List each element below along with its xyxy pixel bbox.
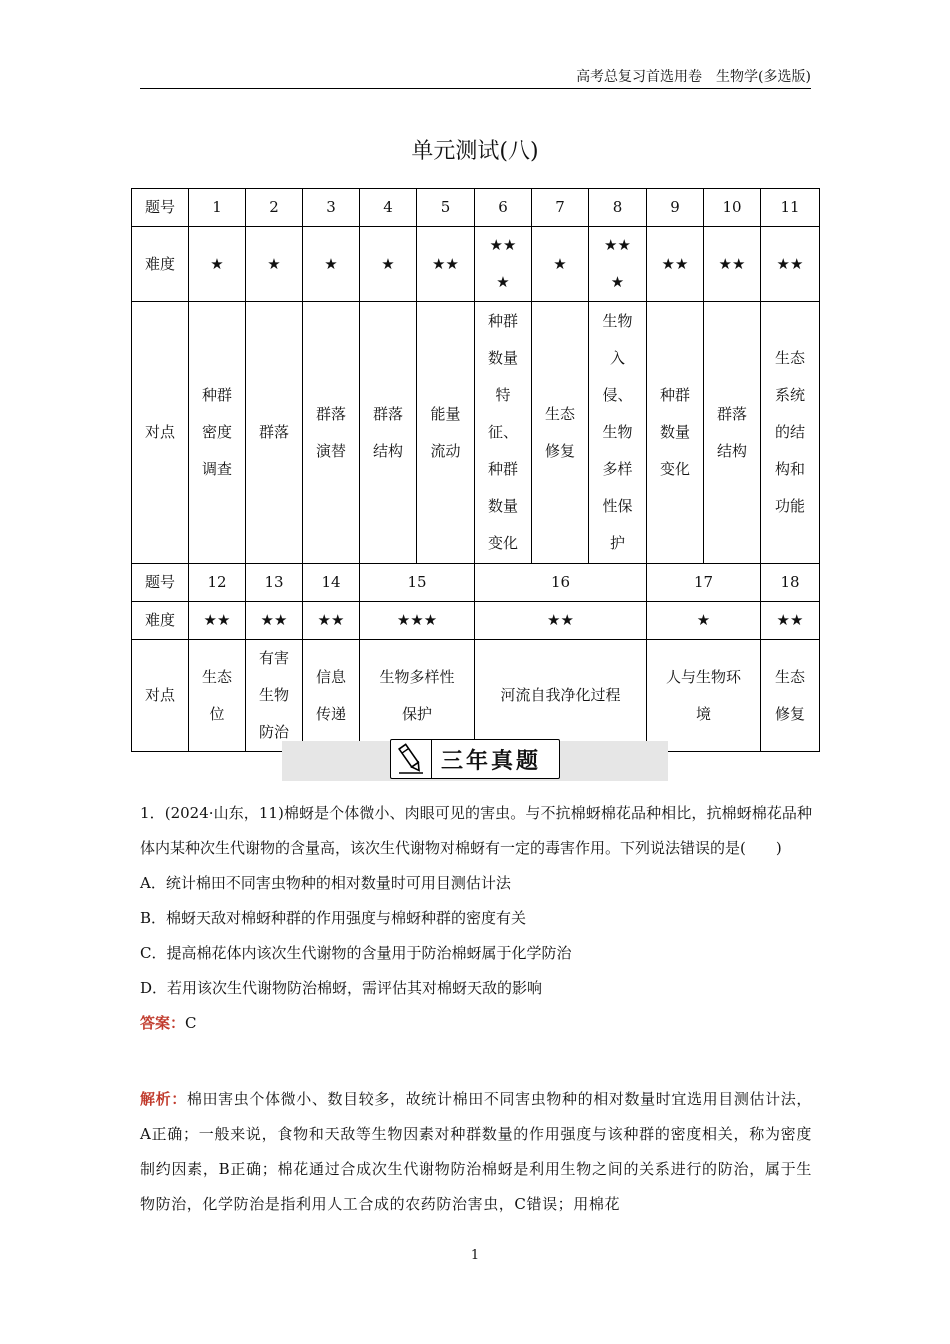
cell-num: 12 [189, 564, 246, 602]
answer-label: 答案： [140, 1014, 186, 1032]
question-stem: 1．(2024·山东，11)棉蚜是个体微小、肉眼可见的害虫。与不抗棉蚜棉花品种相比，抗棉蚜棉花品种体内某种次生代谢物的含量高，该次生代谢物对棉蚜有一定的毒害作用。下列说法错误的是( ) [140, 804, 812, 857]
cell-num: 8 [589, 189, 647, 227]
cell-num: 4 [360, 189, 417, 227]
row-label-num: 题号 [132, 189, 189, 227]
pencil-icon [391, 740, 432, 778]
question-block [140, 796, 812, 1041]
cell-topic: 群落 结构 [704, 302, 761, 564]
cell-stars: ★★ [647, 227, 704, 302]
cell-topic: 生态 修复 [532, 302, 589, 564]
page-title: 单元测试(八) [411, 139, 539, 164]
cell-stars: ★ [360, 227, 417, 302]
cell-topic: 有害 生物 防治 [246, 640, 303, 752]
cell-num: 11 [761, 189, 820, 227]
cell-topic: 群落 结构 [360, 302, 417, 564]
cell-stars: ★★ [761, 227, 820, 302]
cell-num: 2 [246, 189, 303, 227]
row-label-topic: 对点 [132, 640, 189, 752]
cell-stars: ★★★ [360, 602, 475, 640]
cell-stars: ★★ ★ [589, 227, 647, 302]
cell-stars: ★★ [246, 602, 303, 640]
cell-topic: 群落 [246, 302, 303, 564]
cell-topic: 种群 密度 调查 [189, 302, 246, 564]
row-label-topic: 对点 [132, 302, 189, 564]
option-b: B．棉蚜天敌对棉蚜种群的作用强度与棉蚜种群的密度有关 [140, 909, 527, 927]
option-a: A．统计棉田不同害虫物种的相对数量时可用目测估计法 [140, 874, 511, 892]
cell-topic: 生物多样性 保护 [360, 640, 475, 752]
table-row-diff-2 [132, 602, 820, 640]
table-row-topic-2 [132, 640, 820, 752]
cell-num: 14 [303, 564, 360, 602]
answer-line [140, 1006, 812, 1041]
cell-stars: ★★ [417, 227, 475, 302]
cell-stars: ★★ [761, 602, 820, 640]
cell-stars: ★★ ★ [475, 227, 532, 302]
cell-topic: 群落 演替 [303, 302, 360, 564]
cell-topic: 生态 修复 [761, 640, 820, 752]
cell-num: 17 [647, 564, 761, 602]
section-banner-box [390, 739, 560, 779]
table-row-num-1 [132, 189, 820, 227]
cell-topic: 河流自我净化过程 [475, 640, 647, 752]
cell-topic: 生物 入 侵、 生物 多样 性保 护 [589, 302, 647, 564]
cell-num: 7 [532, 189, 589, 227]
cell-num: 1 [189, 189, 246, 227]
explanation-text: 棉田害虫个体微小、数目较多，故统计棉田不同害虫物种的相对数量时宜选用目测估计法，A正确；一般来说，食物和天敌等生物因素对种群数量的作用强度与该种群的密度相关，称为密度制约因素，B正确；棉花通过合成次生代谢物防治棉蚜是利用生物之间的关系进行的防治，属于生物防治，化学防治是指利用人工合成的农药防治害虫，C错误；用棉花 [140, 1090, 812, 1213]
cell-stars: ★★ [303, 602, 360, 640]
header-rule [140, 88, 811, 89]
cell-num: 3 [303, 189, 360, 227]
explanation-label: 解析： [140, 1090, 187, 1108]
cell-stars: ★ [532, 227, 589, 302]
row-label-num: 题号 [132, 564, 189, 602]
cell-topic: 种群 数量 特 征、 种群 数量 变化 [475, 302, 532, 564]
cell-topic: 生态 系统 的结 构和 功能 [761, 302, 820, 564]
option-c: C．提高棉花体内该次生代谢物的含量用于防治棉蚜属于化学防治 [140, 944, 572, 962]
section-banner-title: 三年真题 [441, 749, 542, 774]
cell-num: 6 [475, 189, 532, 227]
cell-stars: ★★ [189, 602, 246, 640]
cell-topic: 人与生物环 境 [647, 640, 761, 752]
cell-stars: ★ [246, 227, 303, 302]
option-d: D．若用该次生代谢物防治棉蚜，需评估其对棉蚜天敌的影响 [140, 979, 543, 997]
cell-stars: ★★ [475, 602, 647, 640]
cell-topic: 能量 流动 [417, 302, 475, 564]
cell-stars: ★★ [704, 227, 761, 302]
cell-num: 13 [246, 564, 303, 602]
cell-topic: 信息 传递 [303, 640, 360, 752]
cell-num: 15 [360, 564, 475, 602]
cell-num: 10 [704, 189, 761, 227]
page-header: 高考总复习首选用卷 生物学(多选版) [576, 69, 811, 85]
table-row-diff-1 [132, 227, 820, 302]
row-label-diff: 难度 [132, 602, 189, 640]
cell-topic: 种群 数量 变化 [647, 302, 704, 564]
cell-topic: 生态 位 [189, 640, 246, 752]
cell-stars: ★ [647, 602, 761, 640]
explanation-block [140, 1082, 812, 1222]
difficulty-table [131, 188, 820, 752]
cell-stars: ★ [189, 227, 246, 302]
page-number: 1 [470, 1248, 480, 1263]
cell-num: 18 [761, 564, 820, 602]
row-label-diff: 难度 [132, 227, 189, 302]
table-row-num-2 [132, 564, 820, 602]
answer-value: C [185, 1014, 197, 1032]
cell-stars: ★ [303, 227, 360, 302]
table-row-topic-1 [132, 302, 820, 564]
cell-num: 9 [647, 189, 704, 227]
cell-num: 16 [475, 564, 647, 602]
cell-num: 5 [417, 189, 475, 227]
